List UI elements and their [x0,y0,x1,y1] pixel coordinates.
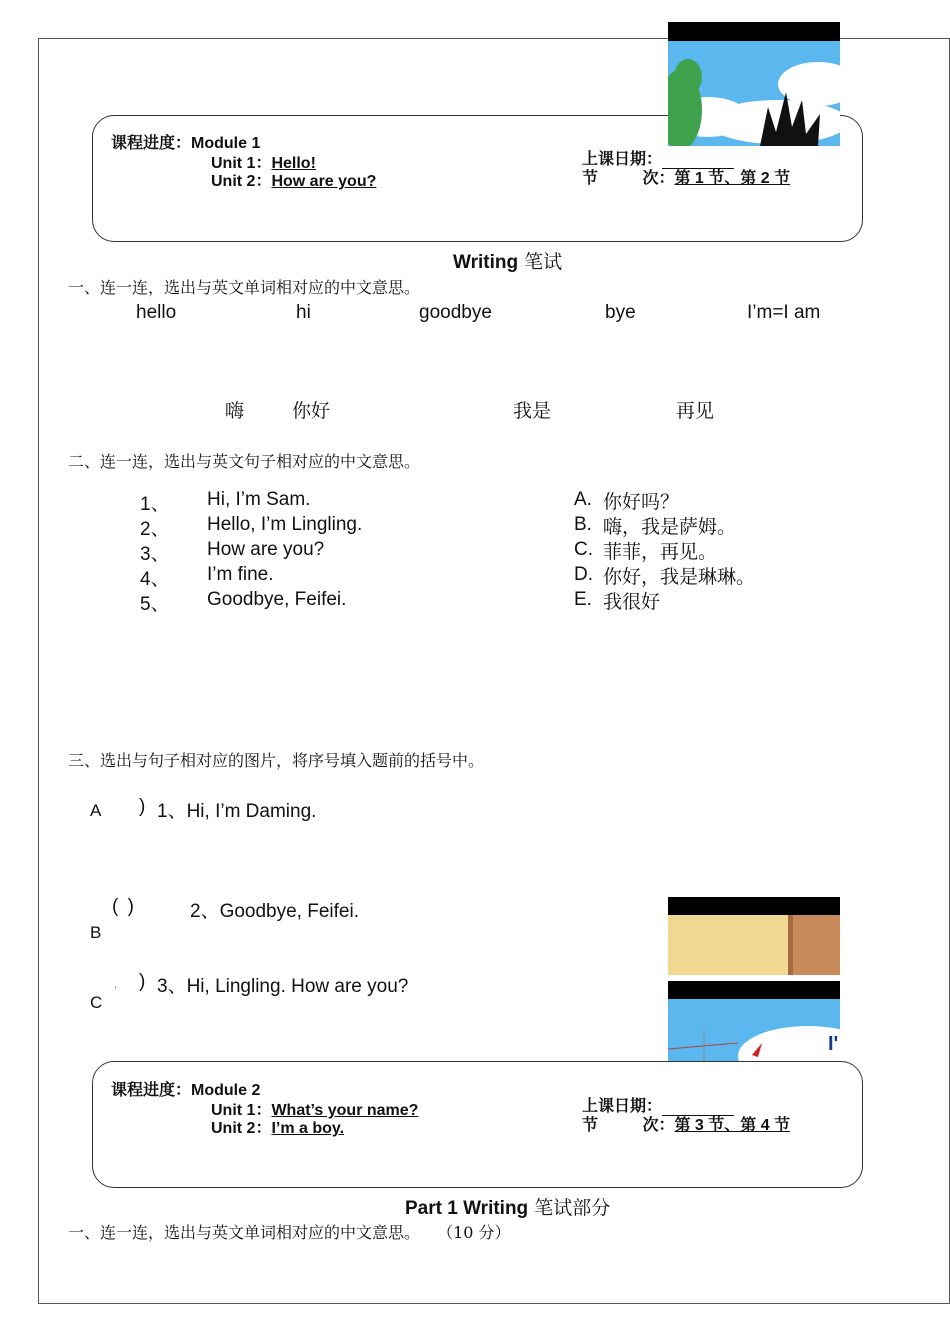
section1-heading: 一、连一连，选出与英文单词相对应的中文意思。 [68,278,421,297]
sentence-number: 2、 [140,519,170,540]
answer-letter: D. [574,564,593,585]
session-label: 次： [642,1117,675,1134]
unit-label: Unit 2： [211,173,272,190]
question-text: 3、Hi, Lingling. How are you? [157,976,409,997]
answer-text: 我很好 [603,591,661,613]
meaning-item: 嗨 [225,400,245,422]
meaning-item: 再见 [676,400,715,422]
module1-unit2 [211,168,376,191]
module-name: Module 2 [191,1082,261,1099]
title-cn: 笔试部分 [528,1197,611,1219]
session-value: 第 1 节、第 2 节 [674,170,791,187]
sentence-number: 3、 [140,544,170,565]
speech-text: I' [828,1033,839,1055]
answer-text: 菲菲，再见。 [603,541,718,563]
session-label: 节 [582,170,599,187]
heading-text: 一、连一连，选出与英文单词相对应的中文意思。 [68,1223,421,1242]
cartoon-sky-image [668,22,840,146]
progress-label: 课程进度： [111,135,192,152]
picture-letter: C [90,993,103,1012]
cartoon-speech-image [668,981,840,1061]
answer-text: 你好吗？ [603,491,680,513]
unit-title: How are you? [271,173,377,190]
module2-unit2 [211,1115,344,1138]
module2-session [582,1112,790,1135]
answer-letter: E. [574,589,592,610]
sentence-text: I’m fine. [207,564,274,585]
date-label: 上课日期： [582,1098,663,1115]
answer-letter: C. [574,539,593,560]
word-item: hi [296,302,311,323]
tick-mark: ˌ [114,978,118,989]
word-item: bye [605,302,636,323]
session-label: 节 [582,1117,599,1134]
meaning-item: 我是 [513,400,552,422]
picture-letter: B [90,923,102,942]
sentence-number: 1、 [140,494,170,515]
sentence-text: Goodbye, Feifei. [207,589,347,610]
part1-heading [68,1220,511,1243]
module-name: Module 1 [191,135,261,152]
title-cn: 笔试 [518,251,563,273]
title-en: Part 1 Writing [405,1198,529,1219]
word-item: goodbye [419,302,492,323]
session-value: 第 3 节、第 4 节 [674,1117,791,1134]
answer-text: 你好，我是琳琳。 [603,566,756,588]
question-text: 1、Hi, I’m Daming. [157,801,317,822]
progress-label: 课程进度： [111,1082,192,1099]
sentence-number: 5、 [140,594,170,615]
session-label: 次： [642,170,675,187]
unit-label: Unit 2： [211,1120,272,1137]
section2-heading: 二、连一连，选出与英文句子相对应的中文意思。 [68,452,421,471]
unit-title: Hello! [271,155,316,172]
unit-label: Unit 1： [211,1102,272,1119]
sentence-number: 4、 [140,569,170,590]
sentence-text: How are you? [207,539,325,560]
answer-paren[interactable]: ( ) [112,896,134,917]
part1-title [405,1193,610,1220]
title-en: Writing [453,252,519,273]
word-item: I’m=I am [747,302,821,323]
answer-paren[interactable]: ) [139,971,146,992]
sentence-text: Hi, I’m Sam. [207,489,311,510]
answer-paren[interactable]: ) [139,796,146,817]
writing-title [453,247,562,274]
meaning-item: 你好 [292,400,331,422]
answer-text: 嗨，我是萨姆。 [603,516,737,538]
unit-label: Unit 1： [211,155,272,172]
word-item: hello [136,302,177,323]
picture-letter: A [90,801,102,820]
cartoon-room-image [668,897,840,975]
module1-session [582,165,790,188]
unit-title: I’m a boy. [271,1120,345,1137]
score-text: （10 分） [437,1223,511,1242]
sentence-text: Hello, I’m Lingling. [207,514,363,535]
section3-heading: 三、选出与句子相对应的图片，将序号填入题前的括号中。 [68,751,485,770]
date-label: 上课日期： [582,151,663,168]
answer-letter: B. [574,514,592,535]
unit-title: What’s your name? [271,1102,419,1119]
answer-letter: A. [574,489,592,510]
question-text: 2、Goodbye, Feifei. [190,901,359,922]
